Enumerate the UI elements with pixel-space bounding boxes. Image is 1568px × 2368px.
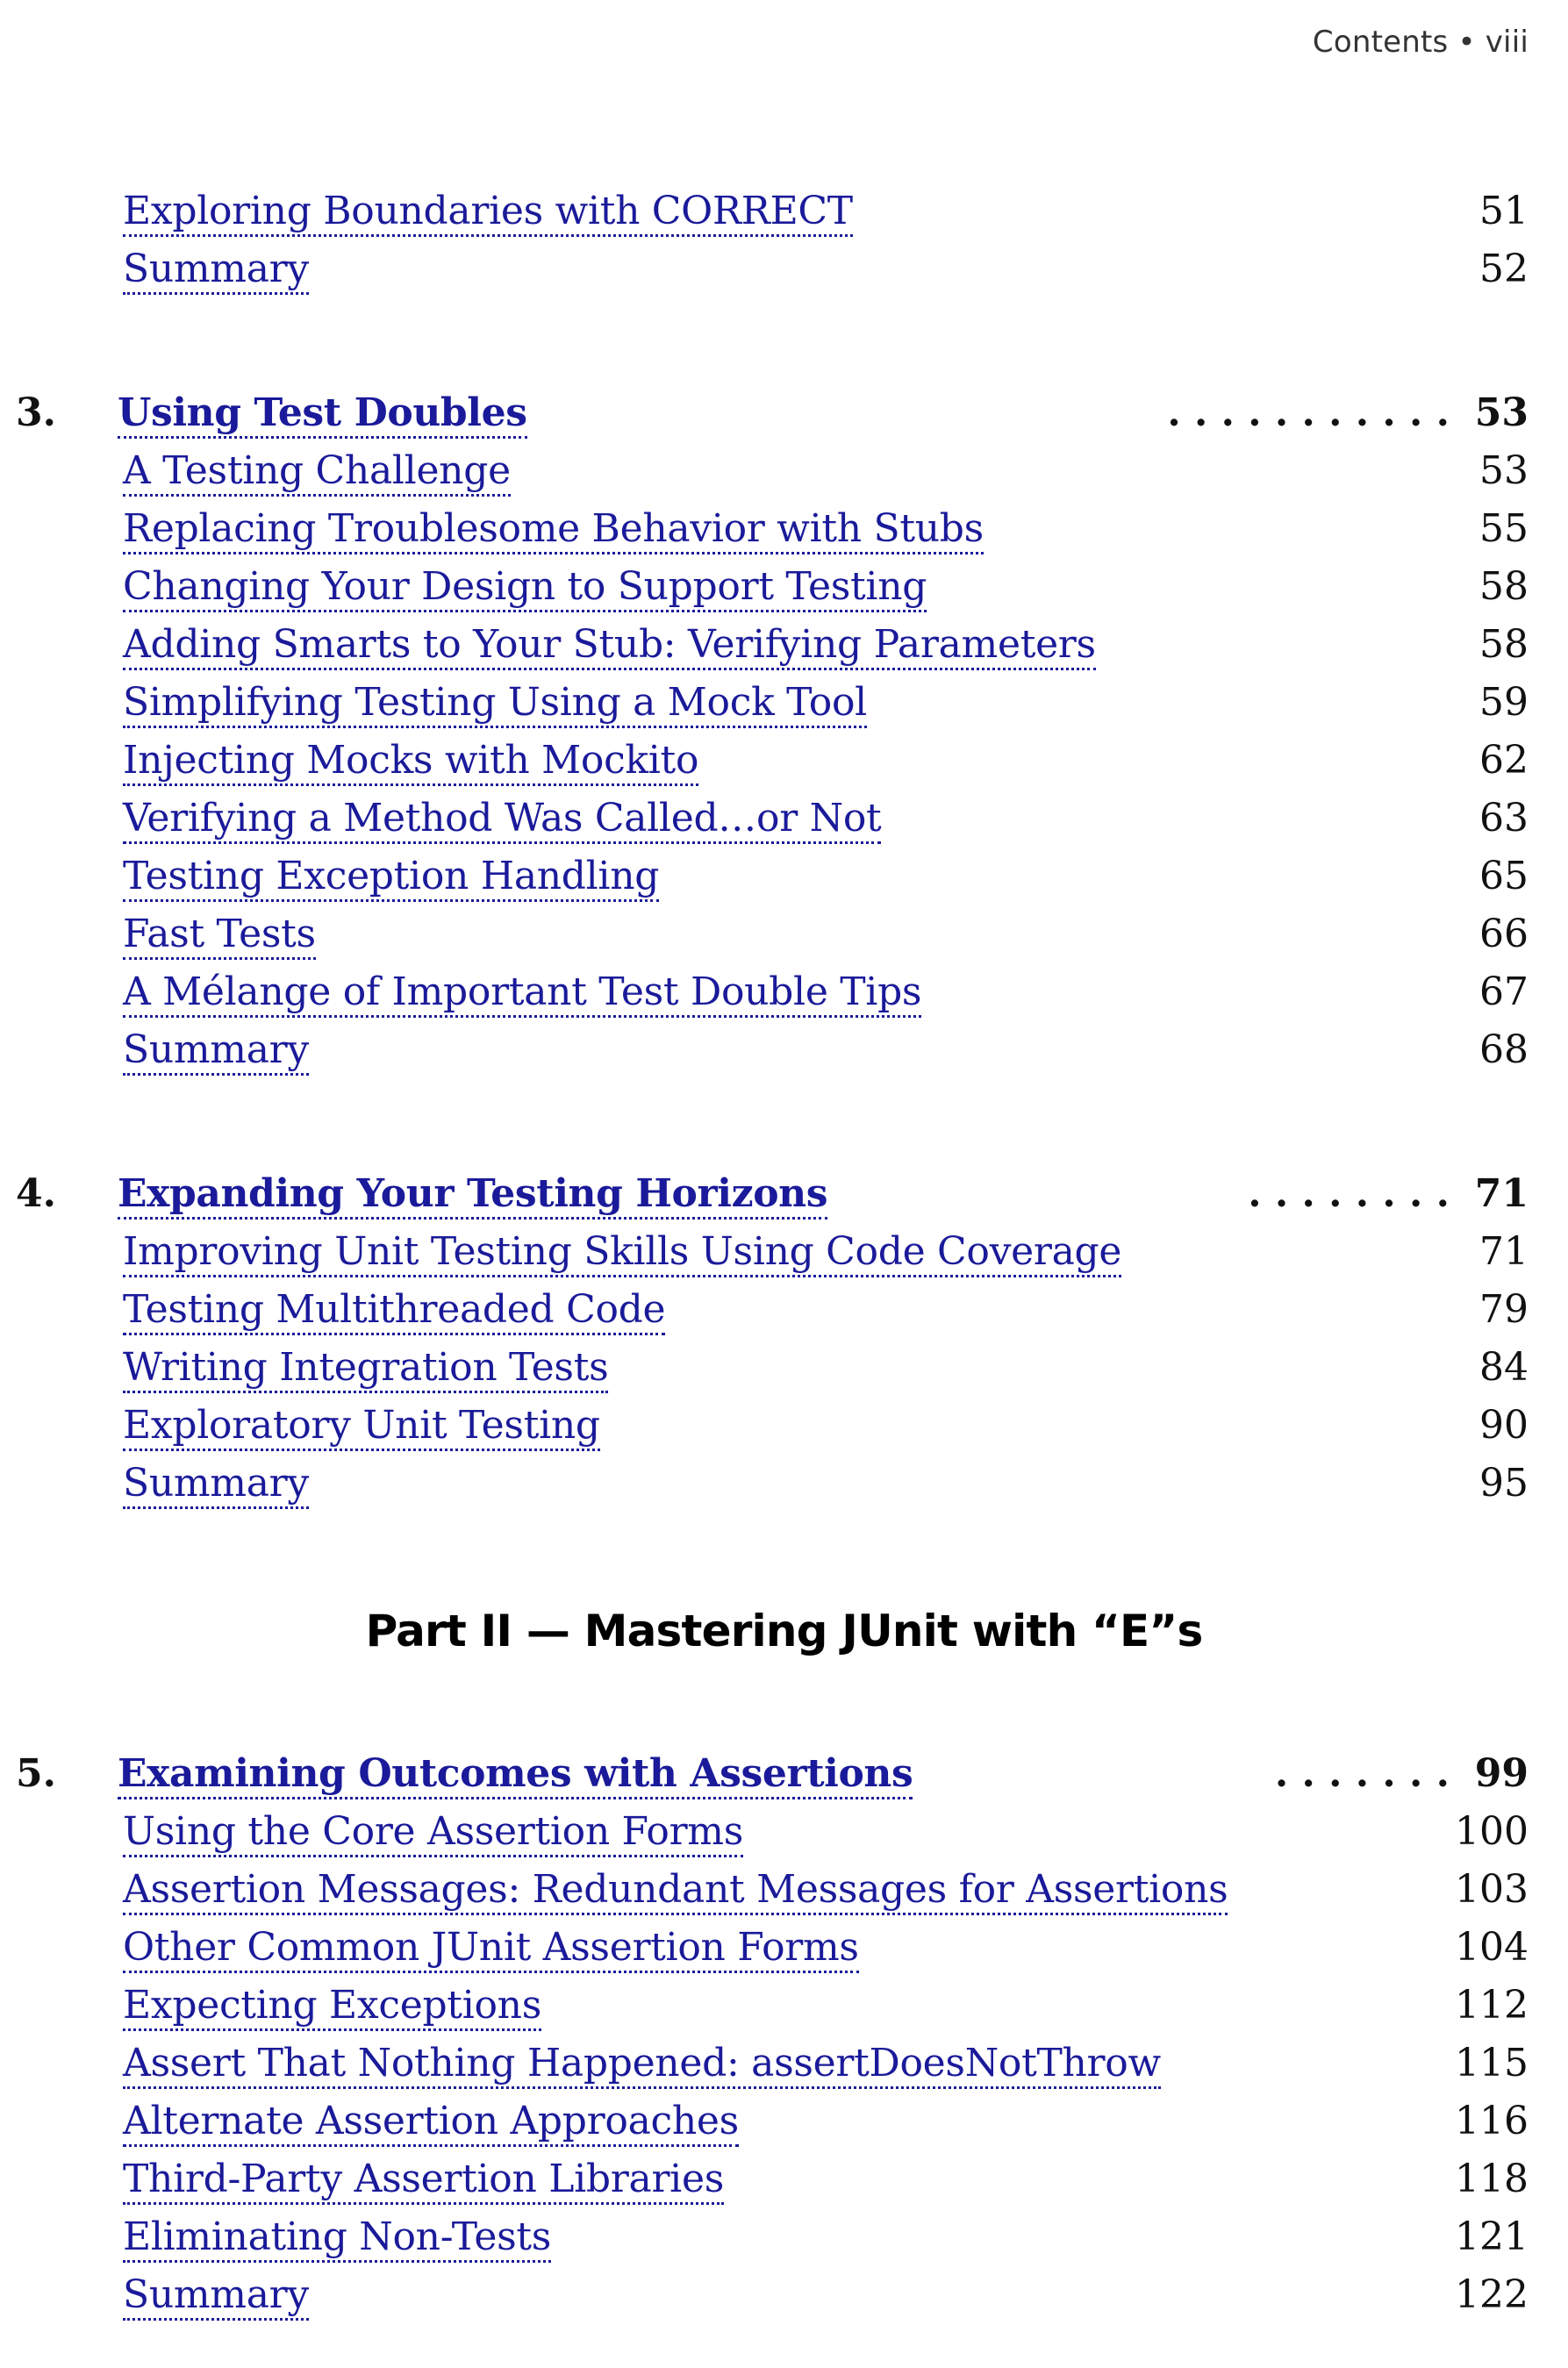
toc-page-number: 79 bbox=[1479, 1287, 1529, 1332]
toc-page-number: 67 bbox=[1479, 969, 1529, 1014]
toc-entry[interactable] bbox=[0, 564, 1568, 622]
toc-entry-link[interactable]: Assert That Nothing Happened: assertDoesNotThrow bbox=[123, 2041, 1161, 2089]
toc-entry-link[interactable]: Simplifying Testing Using a Mock Tool bbox=[123, 680, 867, 728]
toc-page-number: 112 bbox=[1455, 1983, 1529, 2028]
toc-entry-link[interactable]: Fast Tests bbox=[123, 912, 316, 960]
toc-page-number: 71 bbox=[1474, 1171, 1529, 1216]
toc-page-number: 121 bbox=[1455, 2214, 1529, 2259]
toc-entry[interactable] bbox=[0, 1461, 1568, 1519]
toc-entry[interactable] bbox=[0, 1403, 1568, 1461]
toc-page-number: 84 bbox=[1479, 1345, 1529, 1390]
toc-entry-link[interactable]: Summary bbox=[123, 1027, 309, 1076]
chapter-title-link[interactable]: Using Test Doubles bbox=[118, 390, 527, 439]
dot-leaders: . . . . . . . . . . . bbox=[1167, 390, 1450, 435]
toc-page-number: 100 bbox=[1455, 1809, 1529, 1854]
toc-entry-link[interactable]: Summary bbox=[123, 247, 309, 295]
dot-leaders: . . . . . . . . bbox=[1248, 1171, 1450, 1216]
toc-entry[interactable] bbox=[0, 680, 1568, 738]
toc-page-number: 71 bbox=[1479, 1229, 1529, 1274]
toc-page-number: 59 bbox=[1479, 680, 1529, 725]
toc-entry-link[interactable]: Other Common JUnit Assertion Forms bbox=[123, 1925, 859, 1973]
toc-page-number: 95 bbox=[1479, 1461, 1529, 1506]
chapter-number: 3. bbox=[16, 390, 56, 435]
toc-entry[interactable] bbox=[0, 189, 1568, 247]
toc-page-number: 55 bbox=[1479, 506, 1529, 551]
toc-entry[interactable] bbox=[0, 622, 1568, 680]
toc-page-number: 118 bbox=[1455, 2157, 1529, 2201]
toc-entry[interactable] bbox=[0, 969, 1568, 1027]
toc-page-number: 122 bbox=[1455, 2272, 1529, 2317]
toc-page-number: 116 bbox=[1455, 2099, 1529, 2143]
toc-page-number: 62 bbox=[1479, 738, 1529, 783]
part-heading: Part II — Mastering JUnit with “E”s bbox=[365, 1606, 1203, 1656]
toc-entry[interactable] bbox=[0, 912, 1568, 969]
toc-entry-link[interactable]: Improving Unit Testing Skills Using Code Coverage bbox=[123, 1229, 1121, 1277]
toc-entry-link[interactable]: Eliminating Non-Tests bbox=[123, 2214, 551, 2263]
toc-entry[interactable] bbox=[0, 1983, 1568, 2041]
toc-page-number: 58 bbox=[1479, 564, 1529, 609]
toc-entry[interactable] bbox=[0, 738, 1568, 796]
toc-page-number: 63 bbox=[1479, 796, 1529, 841]
toc-entry-link[interactable]: Writing Integration Tests bbox=[123, 1345, 608, 1393]
toc-entry[interactable] bbox=[0, 2272, 1568, 2330]
toc-entry-link[interactable]: Summary bbox=[123, 1461, 309, 1509]
toc-entry-link[interactable]: Assertion Messages: Redundant Messages for Assertions bbox=[123, 1867, 1228, 1915]
toc-entry[interactable] bbox=[0, 2041, 1568, 2099]
toc-entry-link[interactable]: Alternate Assertion Approaches bbox=[123, 2099, 739, 2147]
toc-entry[interactable] bbox=[0, 247, 1568, 304]
toc-entry[interactable] bbox=[0, 2214, 1568, 2272]
toc-entry[interactable] bbox=[0, 1809, 1568, 1867]
toc-entry-link[interactable]: Adding Smarts to Your Stub: Verifying Parameters bbox=[123, 622, 1096, 670]
toc-entry-link[interactable]: Testing Exception Handling bbox=[123, 854, 659, 902]
toc-entry[interactable] bbox=[0, 1867, 1568, 1925]
toc-page-number: 99 bbox=[1474, 1751, 1529, 1796]
toc-page-number: 52 bbox=[1479, 247, 1529, 291]
toc-entry-link[interactable]: A Testing Challenge bbox=[123, 448, 511, 497]
toc-page-number: 58 bbox=[1479, 622, 1529, 667]
toc-entry[interactable] bbox=[0, 1345, 1568, 1403]
toc-entry-link[interactable]: Exploring Boundaries with CORRECT bbox=[123, 189, 853, 237]
toc-entry[interactable] bbox=[0, 506, 1568, 564]
toc-entry-link[interactable]: Testing Multithreaded Code bbox=[123, 1287, 665, 1335]
toc-entry[interactable] bbox=[0, 1027, 1568, 1085]
chapter-3-heading[interactable] bbox=[0, 390, 1568, 448]
toc-entry-link[interactable]: Changing Your Design to Support Testing bbox=[123, 564, 927, 612]
toc-entry-link[interactable]: Summary bbox=[123, 2272, 309, 2321]
toc-entry-link[interactable]: Replacing Troublesome Behavior with Stubs bbox=[123, 506, 984, 554]
chapter-number: 4. bbox=[16, 1171, 56, 1216]
toc-page-number: 66 bbox=[1479, 912, 1529, 956]
chapter-number: 5. bbox=[16, 1751, 56, 1796]
toc-entry[interactable] bbox=[0, 854, 1568, 912]
toc-entry-link[interactable]: Injecting Mocks with Mockito bbox=[123, 738, 698, 786]
toc-entry[interactable] bbox=[0, 796, 1568, 854]
toc-entry[interactable] bbox=[0, 1925, 1568, 1983]
toc-page-number: 51 bbox=[1479, 189, 1529, 233]
chapter-title-link[interactable]: Examining Outcomes with Assertions bbox=[118, 1751, 913, 1799]
dot-leaders: . . . . . . . bbox=[1274, 1751, 1450, 1796]
toc-page-number: 104 bbox=[1455, 1925, 1529, 1970]
running-head: Contents • viii bbox=[1312, 25, 1529, 60]
chapter-4-heading[interactable] bbox=[0, 1171, 1568, 1229]
toc-entry-link[interactable]: A Mélange of Important Test Double Tips bbox=[123, 969, 921, 1018]
toc-entry[interactable] bbox=[0, 1287, 1568, 1345]
chapter-title-link[interactable]: Expanding Your Testing Horizons bbox=[118, 1171, 827, 1220]
toc-entry[interactable] bbox=[0, 2157, 1568, 2214]
toc-entry-link[interactable]: Third-Party Assertion Libraries bbox=[123, 2157, 724, 2205]
chapter-5-heading[interactable] bbox=[0, 1751, 1568, 1809]
toc-page-number: 115 bbox=[1455, 2041, 1529, 2085]
toc-entry[interactable] bbox=[0, 2099, 1568, 2157]
toc-entry[interactable] bbox=[0, 448, 1568, 506]
toc-entry[interactable] bbox=[0, 1229, 1568, 1287]
toc-entry-link[interactable]: Expecting Exceptions bbox=[123, 1983, 541, 2031]
toc-page-number: 65 bbox=[1479, 854, 1529, 898]
toc-page-number: 68 bbox=[1479, 1027, 1529, 1072]
toc-page-number: 90 bbox=[1479, 1403, 1529, 1448]
toc-page-number: 103 bbox=[1455, 1867, 1529, 1912]
toc-page-number: 53 bbox=[1474, 390, 1529, 435]
toc-entry-link[interactable]: Using the Core Assertion Forms bbox=[123, 1809, 743, 1857]
toc-entry-link[interactable]: Verifying a Method Was Called…or Not bbox=[123, 796, 881, 844]
toc-entry-link[interactable]: Exploratory Unit Testing bbox=[123, 1403, 600, 1451]
toc-page-number: 53 bbox=[1479, 448, 1529, 493]
